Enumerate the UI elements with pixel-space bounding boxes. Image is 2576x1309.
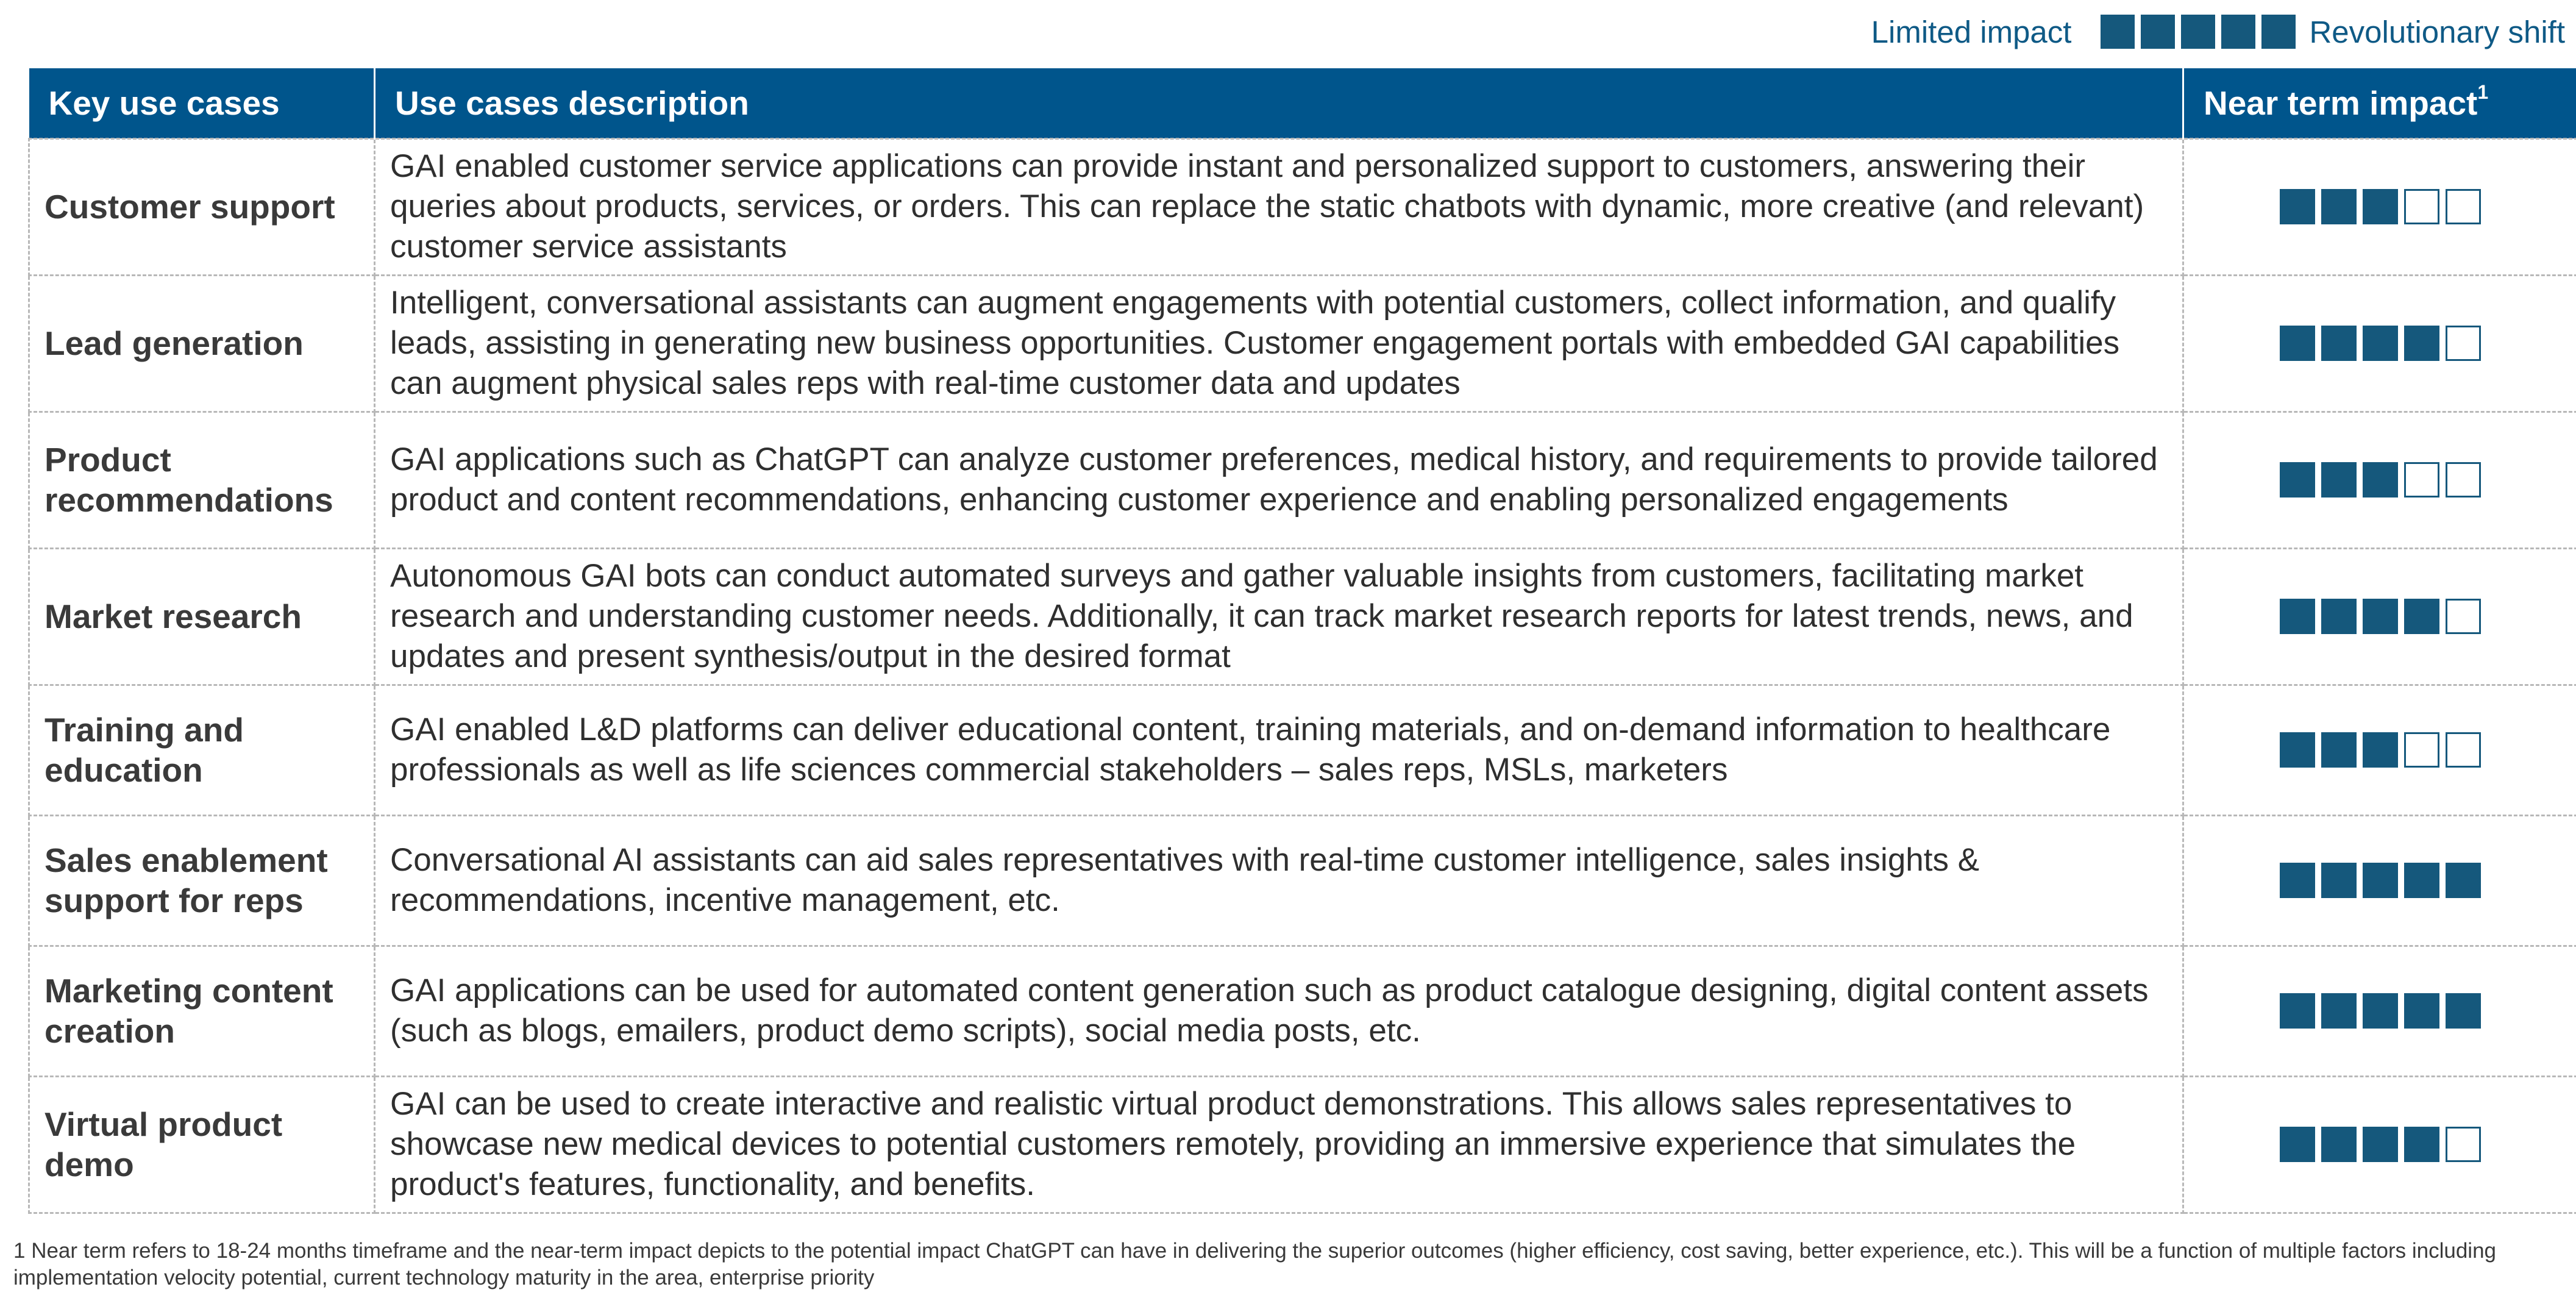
impact-square-empty [2404, 732, 2439, 768]
use-case-table [28, 68, 2576, 1214]
impact-square-filled [2363, 189, 2398, 224]
impact-square-filled [2363, 732, 2398, 768]
impact-square-filled [2363, 599, 2398, 634]
impact-square-filled [2280, 462, 2315, 498]
impact-square-filled [2321, 599, 2357, 634]
impact-square-filled [2321, 326, 2357, 361]
use-case-description: GAI enabled L&D platforms can deliver educational content, training materials, and on-demand information to healthcare professionals as well as life sciences commercial stakeholders – sales reps, MSLs, marketers [375, 685, 2183, 815]
impact-square-empty [2446, 1127, 2481, 1162]
use-case-description: GAI applications can be used for automated content generation such as product catalogue designing, digital content assets (such as blogs, emailers, product demo scripts), social media posts, etc. [375, 946, 2183, 1076]
use-case-name: Virtual product demo [29, 1076, 375, 1213]
impact-square-filled [2321, 863, 2357, 898]
legend-box-4 [2221, 15, 2255, 49]
use-case-name: Product recommendations [29, 412, 375, 548]
impact-square-filled [2363, 326, 2398, 361]
table-row [29, 1076, 2576, 1213]
impact-square-empty [2446, 326, 2481, 361]
impact-rating-cell [2183, 815, 2576, 946]
legend-box-1 [2101, 15, 2135, 49]
impact-rating [2184, 189, 2576, 224]
impact-square-filled [2321, 189, 2357, 224]
impact-legend [1871, 11, 2565, 52]
table-row [29, 815, 2576, 946]
table-row [29, 685, 2576, 815]
impact-square-filled [2363, 462, 2398, 498]
impact-rating [2184, 1127, 2576, 1162]
impact-square-empty [2446, 189, 2481, 224]
impact-square-empty [2446, 732, 2481, 768]
impact-square-empty [2446, 599, 2481, 634]
impact-rating [2184, 599, 2576, 634]
impact-rating-cell [2183, 1076, 2576, 1213]
impact-rating-cell [2183, 138, 2576, 275]
impact-square-filled [2321, 462, 2357, 498]
table-row [29, 412, 2576, 548]
use-case-name: Marketing content creation [29, 946, 375, 1076]
impact-square-empty [2446, 462, 2481, 498]
impact-square-empty [2404, 189, 2439, 224]
impact-square-filled [2404, 326, 2439, 361]
table-header-row [29, 68, 2576, 138]
impact-square-filled [2404, 599, 2439, 634]
impact-square-filled [2280, 1127, 2315, 1162]
impact-rating [2184, 993, 2576, 1029]
impact-square-filled [2280, 863, 2315, 898]
header-near-term-impact: Near term impact$^1$ [2183, 68, 2576, 138]
header-description: Use cases description [375, 68, 2183, 138]
impact-square-filled [2321, 732, 2357, 768]
use-case-description: GAI applications such as ChatGPT can analyze customer preferences, medical history, and requirements to provide tailored product and content recommendations, enhancing customer experience and enabling personalized engagements [375, 412, 2183, 548]
impact-square-filled [2404, 993, 2439, 1029]
use-case-name: Market research [29, 548, 375, 685]
impact-square-filled [2280, 326, 2315, 361]
legend-box-2 [2141, 15, 2175, 49]
impact-square-filled [2404, 1127, 2439, 1162]
impact-square-filled [2404, 863, 2439, 898]
use-case-description: GAI can be used to create interactive and realistic virtual product demonstrations. This allows sales representatives to showcase new medical devices to potential customers remotely, providing an immersive experience that simulates the product's features, functionality, and benefits. [375, 1076, 2183, 1213]
impact-rating [2184, 326, 2576, 361]
table-row [29, 548, 2576, 685]
use-case-name: Sales enablement support for reps [29, 815, 375, 946]
legend-low-label: Limited impact [1871, 14, 2072, 49]
impact-square-filled [2321, 1127, 2357, 1162]
header-key-use-cases: Key use cases [29, 68, 375, 138]
impact-square-filled [2280, 993, 2315, 1029]
legend-scale [2101, 15, 2296, 49]
impact-square-filled [2363, 993, 2398, 1029]
impact-square-filled [2280, 189, 2315, 224]
legend-box-3 [2181, 15, 2215, 49]
impact-square-empty [2404, 462, 2439, 498]
impact-square-filled [2446, 993, 2481, 1029]
use-case-name: Lead generation [29, 275, 375, 412]
use-case-description: Intelligent, conversational assistants can augment engagements with potential customers, collect information, and qualify leads, assisting in generating new business opportunities. Customer engagement portals with embedded GAI capabilities can augment physical sales reps with real-time customer data and updates [375, 275, 2183, 412]
impact-rating-cell [2183, 412, 2576, 548]
impact-square-filled [2363, 863, 2398, 898]
footnote-marker: 1 [2477, 80, 2489, 103]
impact-rating [2184, 462, 2576, 498]
impact-rating-cell [2183, 275, 2576, 412]
impact-square-filled [2321, 993, 2357, 1029]
table-row [29, 946, 2576, 1076]
impact-rating [2184, 863, 2576, 898]
impact-square-filled [2280, 732, 2315, 768]
legend-high-label: Revolutionary shift [2309, 14, 2565, 49]
legend-box-5 [2261, 15, 2296, 49]
use-case-name: Customer support [29, 138, 375, 275]
table-row [29, 138, 2576, 275]
impact-rating-cell [2183, 548, 2576, 685]
use-case-description: GAI enabled customer service applications can provide instant and personalized support to customers, answering their queries about products, services, or orders. This can replace the static chatbots with dynamic, more creative (and relevant) customer service assistants [375, 138, 2183, 275]
impact-square-filled [2446, 863, 2481, 898]
use-case-name: Training and education [29, 685, 375, 815]
impact-rating [2184, 732, 2576, 768]
impact-square-filled [2363, 1127, 2398, 1162]
footnote: 1 Near term refers to 18-24 months timeframe and the near-term impact depicts to the potential impact ChatGPT can have in delivering the superior outcomes (higher efficiency, cost saving, better experience, etc.). This will be a function of multiple factors including implementation velocity potential, current technology maturity in the area, enterprise priority [13, 1239, 2497, 1289]
use-case-description: Conversational AI assistants can aid sales representatives with real-time customer intelligence, sales insights & recommendations, incentive management, etc. [375, 815, 2183, 946]
impact-rating-cell [2183, 946, 2576, 1076]
table-row [29, 275, 2576, 412]
impact-square-filled [2280, 599, 2315, 634]
use-case-description: Autonomous GAI bots can conduct automated surveys and gather valuable insights from customers, facilitating market research and understanding customer needs. Additionally, it can track market research reports for latest trends, news, and updates and present synthesis/output in the desired format [375, 548, 2183, 685]
impact-rating-cell [2183, 685, 2576, 815]
